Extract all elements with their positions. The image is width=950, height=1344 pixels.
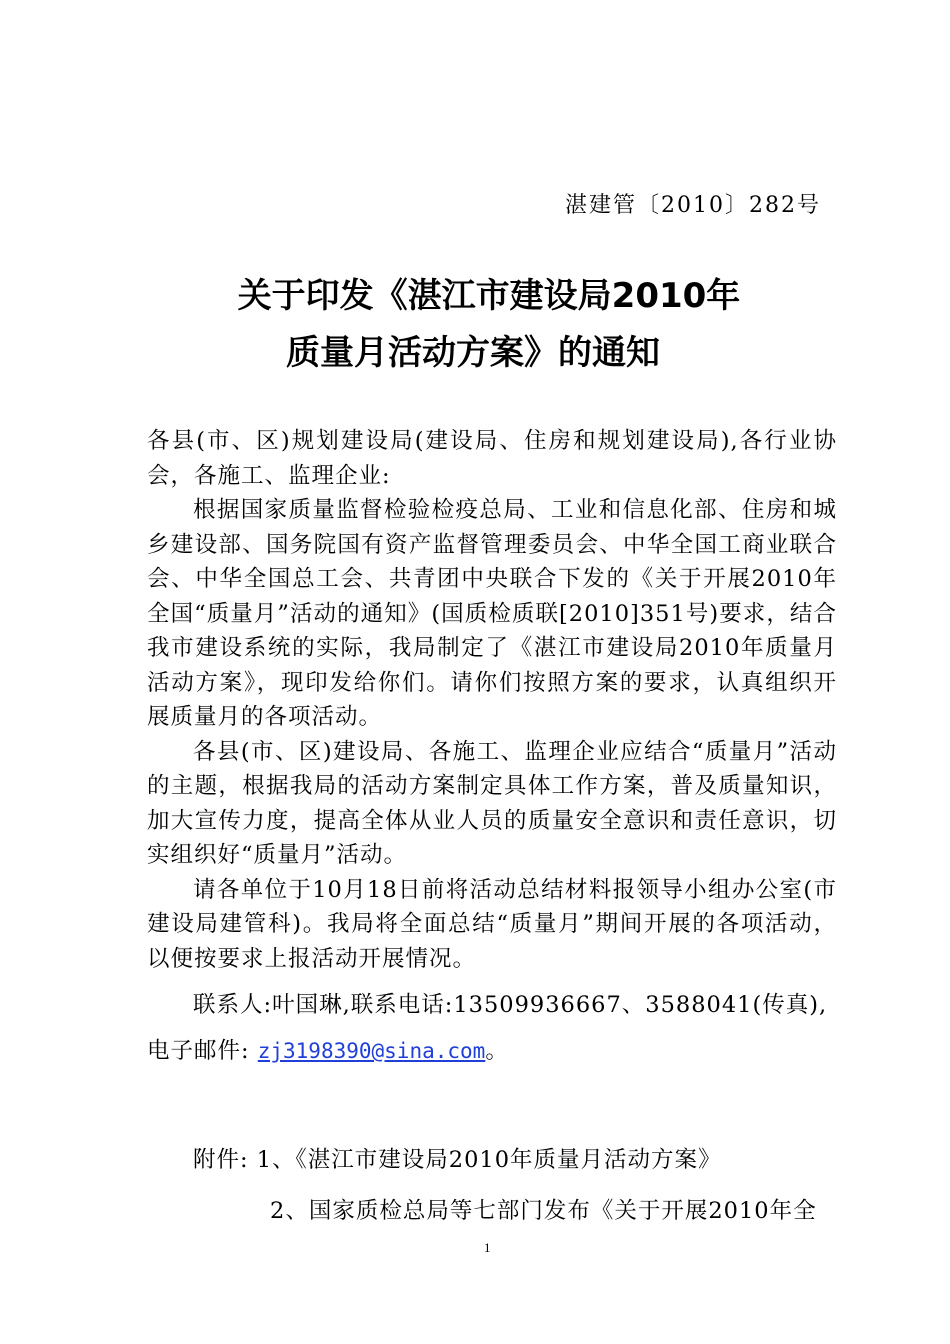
contact-line: 联系人:叶国琳,联系电话:13509936667、3588041(传真), <box>193 992 828 1018</box>
body-paragraph-1: 根据国家质量监督检验检疫总局、工业和信息化部、住房和城乡建设部、国务院国有资产监督管理委员会、中华全国工商业联合会、中华全国总工会、共青团中央联合下发的《关于开展2010年全国“质量月”活动的通知》(国质检质联[2010]351号)要求，结合我市建设系统的实际，我局制定了《湛江市建设局2010年质量月活动方案》，现印发给你们。请你们按照方案的要求，认真组织开展质量月的各项活动。 <box>147 497 837 730</box>
attachment-item-1: 附件: 1、《湛江市建设局2010年质量月活动方案》 <box>193 1147 722 1173</box>
document-title-line-2: 质量月活动方案》的通知 <box>286 333 660 373</box>
salutation: 各县(市、区)规划建设局(建设局、住房和规划建设局),各行业协会，各施工、监理企业: <box>147 428 837 489</box>
document-title-line-1: 关于印发《湛江市建设局2010年 <box>237 276 741 316</box>
email-line <box>147 1038 847 1065</box>
email-suffix: 。 <box>485 1038 509 1064</box>
email-label: 电子邮件: <box>147 1038 258 1064</box>
document-body <box>147 424 837 976</box>
email-link[interactable]: zj3198390@sina.com <box>257 1039 486 1063</box>
body-paragraph-2: 各县(市、区)建设局、各施工、监理企业应结合“质量月”活动的主题，根据我局的活动方案制定具体工作方案，普及质量知识，加大宣传力度，提高全体从业人员的质量安全意识和责任意识，切实组织好“质量月”活动。 <box>147 738 837 868</box>
attachment-item-2: 2、国家质检总局等七部门发布《关于开展2010年全 <box>270 1198 817 1224</box>
body-paragraph-3: 请各单位于10月18日前将活动总结材料报领导小组办公室(市建设局建管科)。我局将全面总结“质量月”期间开展的各项活动，以便按要求上报活动开展情况。 <box>147 876 837 972</box>
document-number: 湛建管〔2010〕282号 <box>565 193 821 218</box>
page-number: 1 <box>484 1240 491 1255</box>
contact-block <box>147 992 847 1065</box>
